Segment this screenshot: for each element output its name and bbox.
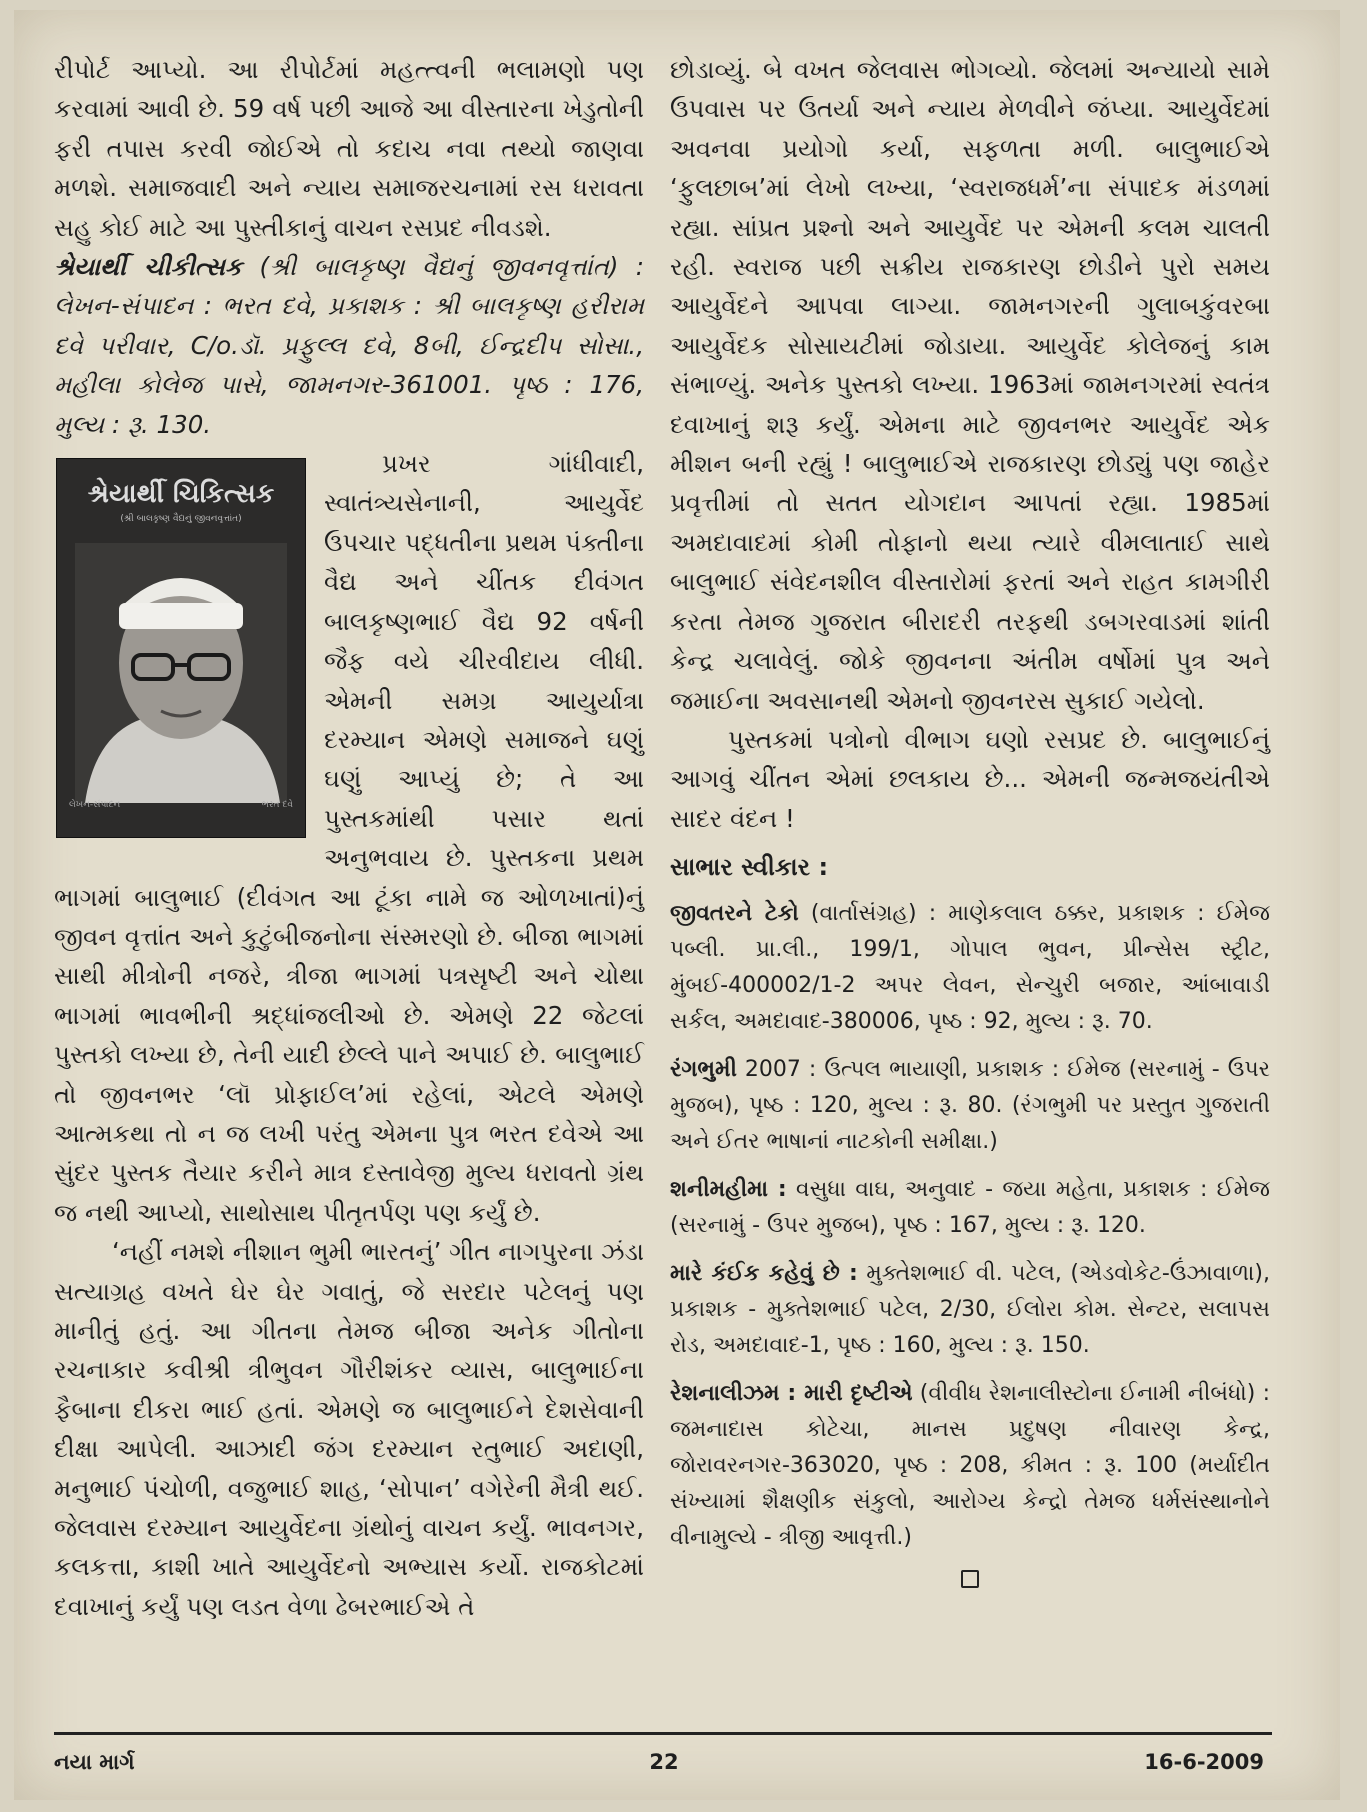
book-cover-subtitle: (શ્રી બાલકૃષ્ણ વૈદ્યનું જીવનવૃત્તાંત) (120, 514, 242, 525)
book-cover-footer (69, 786, 293, 825)
ack-text: 2007 : ઉત્પલ ભાયાણી, પ્રકાશક : ઈમેજ (સરનામું - ઉપર મુજબ), પૃષ્ઠ : 120, મુલ્ય : રૂ. 80. (રંગભુમી પર પ્રસ્તુત ગુજરાતી અને ઈતર ભાષાનાં નાટકોની સમીક્ષા.) (670, 1056, 1270, 1154)
ack-text: મુક્તેશભાઈ વી. પટેલ, (એડવોકેટ-ઉંઝાવાળા), પ્રકાશક - મુક્તેશભાઈ પટેલ, 2/30, ઈલોરા કોમ. સેન્ટર, સલાપસ રોડ, અમદાવાદ-1, પૃષ્ઠ : 160, મુલ્ય : રૂ. 150. (670, 1260, 1270, 1358)
book-cover-image (56, 458, 306, 838)
left-para-3: ‘નહીં નમશે નીશાન ભુમી ભારતનું’ ગીત નાગપુરના ઝંડા સત્યાગ્રહ વખતે ઘેર ઘેર ગવાતું, જે સરદાર પટેલનું પણ માનીતું હતું. આ ગીતના તેમજ બીજા અનેક ગીતોના રચનાકાર કવીશ્રી ત્રીભુવન ગૌરીશંકર વ્યાસ, બાલુભાઈના ફૈબાના દીકરા ભાઈ હતાં. એમણે જ બાલુભાઈને દેશસેવાની દીક્ષા આપેલી. આઝાદી જંગ દરમ્યાન રતુભાઈ અદાણી, મનુભાઈ પંચોળી, વજુભાઈ શાહ, ‘સોપાન’ વગેરેની મૈત્રી થઈ. જેલવાસ દરમ્યાન આયુર્વેદના ગ્રંથોનું વાચન કર્યું. ભાવનગર, કલકત્તા, કાશી ખાતે આયુર્વેદનો અભ્યાસ કર્યો. રાજકોટમાં દવાખાનું કર્યું પણ લડત વેળા ઢેબરભાઈએ તે (54, 1237, 644, 1621)
left-para-2: પ્રખર ગાંધીવાદી, સ્વાતંત્ર્યસેનાની, આયુર્વેદ ઉપચાર પદ્ધતીના પ્રથમ પંક્તીના વૈદ્ય અને ચીંતક દીવંગત બાલકૃષ્ણભાઈ વૈદ્ય 92 વર્ષની જૈફ વયે ચીરવીદાય લીધી. એમની સમગ્ર આયુર્યાત્રા દરમ્યાન એમણે સમાજને ઘણું ઘણું આપ્યું છે; તે આ પુસ્તકમાંથી પસાર થતાં અનુભવાય છે. પુસ્તકના પ્રથમ ભાગમાં બાલુભાઈ (દીવંગત આ ટૂંકા નામે જ ઓળખાતાં)નું જીવન વૃત્તાંત અને કુટુંબીજનોના સંસ્મરણો છે. બીજા ભાગમાં સાથી મીત્રોની નજરે, ત્રીજા ભાગમાં પત્રસૃષ્ટી અને ચોથા ભાગમાં ભાવભીની શ્રદ્ધાંજલીઓ છે. એમણે 22 જેટલાં પુસ્તકો લખ્યા છે, તેની યાદી છેલ્લે પાને અપાઈ છે. બાલુભાઈ તો જીવનભર ‘લૉ પ્રોફાઈલ’માં રહેલાં, એટલે એમણે આત્મકથા તો ન જ લખી પરંતુ એમના પુત્ર ભરત દવેએ આ સુંદર પુસ્તક તૈયાર કરીને માત્ર દસ્તાવેજી મુલ્ય ધરાવતો ગ્રંથ જ નથી આપ્યો, સાથોસાથ પીતૃતર્પણ પણ કર્યું છે. (54, 449, 644, 1227)
ack-title: રંગભુમી (670, 1056, 737, 1082)
right-para-1: છોડાવ્યું. બે વખત જેલવાસ ભોગવ્યો. જેલમાં અન્યાયો સામે ઉપવાસ પર ઉતર્યા અને ન્યાય મેળવીને જંપ્યા. આયુર્વેદમાં અવનવા પ્રયોગો કર્યા, સફળતા મળી. બાલુભાઈએ ‘ફુલછાબ’માં લેખો લખ્યા, ‘સ્વરાજધર્મ’ના સંપાદક મંડળમાં રહ્યા. સાંપ્રત પ્રશ્નો અને આયુર્વેદ પર એમની કલમ ચાલતી રહી. સ્વરાજ પછી સક્રીય રાજકારણ છોડીને પુરો સમય આયુર્વેદને આપવા લાગ્યા. જામનગરની ગુલાબકુંવરબા આયુર્વેદક સોસાયટીમાં જોડાયા. આયુર્વેદ કોલેજનું કામ સંભાળ્યું. અનેક પુસ્તકો લખ્યા. 1963માં જામનગરમાં સ્વતંત્ર દવાખાનું શરૂ કર્યું. એમના માટે જીવનભર આયુર્વેદ એક મીશન બની રહ્યું ! બાલુભાઈએ રાજકારણ છોડ્યું પણ જાહેર પ્રવૃત્તીમાં તો સતત યોગદાન આપતાં રહ્યા. 1985માં અમદાવાદમાં કોમી તોફાનો થયા ત્યારે વીમલાતાઈ સાથે બાલુભાઈ સંવેદનશીલ વીસ્તારોમાં ફરતાં અને રાહત કામગીરી કરતા તેમજ ગુજરાત બીરાદરી તરફથી ડબગરવાડમાં શાંતી કેન્દ્ર ચલાવેલું. જોકે જીવનના અંતીમ વર્ષોમાં પુત્ર અને જમાઈના અવસાનથી એમનો જીવનરસ સુકાઈ ગયેલો. (670, 55, 1270, 715)
ack-item (670, 896, 1270, 1040)
page-number: 22 (649, 1750, 679, 1774)
book-reference (54, 247, 644, 444)
ack-text: (વાર્તાસંગ્રહ) : માણેકલાલ ઠક્કર, પ્રકાશક : ઈમેજ પબ્લી. પ્રા.લી., 199/1, ગોપાલ ભુવન, પ્રીન્સેસ સ્ટ્રીટ, મુંબઈ-400002/1-2 અપર લેવન, સેન્ચુરી બજાર, આંબાવાડી સર્કલ, અમદાવાદ-380006, પૃષ્ઠ : 92, મુલ્ય : રૂ. 70. (670, 900, 1270, 1034)
book-cover-editor-label: લેખન-સંપાદન (69, 799, 121, 810)
ack-item (670, 1052, 1270, 1160)
book-cover-title: શ્રેયાર્થી ચિકિત્સક (87, 479, 275, 510)
ack-title: જીવતરને ટેકો (670, 900, 799, 926)
ack-item (670, 1172, 1270, 1244)
right-para-2: પુસ્તકમાં પત્રોનો વીભાગ ઘણો રસપ્રદ છે. બાલુભાઈનું આગવું ચીંતન એમાં છલકાય છે... એમની જન્મજયંતીએ સાદર વંદન ! (670, 724, 1270, 833)
portrait-photo (75, 543, 287, 803)
end-of-article-box-icon (961, 1570, 979, 1588)
right-column (670, 50, 1270, 1588)
book-cover-editor-name: ભરત દવે (261, 799, 293, 810)
ack-text: (વીવીધ રેશનાલીસ્ટોના ઈનામી નીબંધો) : જમનાદાસ કોટેચા, માનસ પ્રદુષણ નીવારણ કેન્દ્ર, જોરાવરનગર-363020, પૃષ્ઠ : 208, કીમત : રૂ. 100 (મર્યાદીત સંખ્યામાં શૈક્ષણીક સંકુલો, આરોગ્ય કેન્દ્રો તેમજ ધર્મસંસ્થાનોને વીનામુલ્યે - ત્રીજી આવૃત્તી.) (670, 1380, 1270, 1550)
ack-title: રેશનાલીઝમ : મારી દૃષ્ટીએ (670, 1380, 913, 1406)
ack-title: મારે કંઈક કહેવું છે : (670, 1260, 858, 1286)
acknowledgement-heading: સાભાર સ્વીકાર : (670, 853, 829, 882)
book-ref-details: (શ્રી બાલકૃષ્ણ વૈદ્યનું જીવનવૃત્તાંત) : લેખન-સંપાદન : ભરત દવે, પ્રકાશક : શ્રી બાલકૃષ્ણ હરીરામ દવે પરીવાર, C/o.ડૉ. પ્રફુલ્લ દવે, 8બી, ઈન્દ્રદીપ સોસા., મહીલા કોલેજ પાસે, જામનગર-361001. પૃષ્ઠ : 176, મુલ્ય : રૂ. 130. (54, 252, 644, 439)
ack-title: શનીમહીમા : (670, 1176, 787, 1202)
magazine-page (14, 10, 1340, 1800)
ack-text: વસુધા વાઘ, અનુવાદ - જયા મહેતા, પ્રકાશક : ઈમેજ (સરનામું - ઉપર મુજબ), પૃષ્ઠ : 167, મુલ્ય : રૂ. 120. (670, 1176, 1270, 1238)
issue-date: 16-6-2009 (1144, 1750, 1264, 1774)
book-ref-title: શ્રેયાર્થી ચીકીત્સક (54, 252, 243, 282)
ack-item (670, 1376, 1270, 1556)
book-cover-figure (54, 454, 308, 846)
left-column (54, 50, 644, 1626)
publication-name: નયા માર્ગ (54, 1750, 135, 1774)
ack-item (670, 1256, 1270, 1364)
left-para-1: રીપોર્ટ આપ્યો. આ રીપોર્ટમાં મહત્ત્વની ભલામણો પણ કરવામાં આવી છે. 59 વર્ષ પછી આજે આ વીસ્તારના ખેડુતોની ફરી તપાસ કરવી જોઈએ તો કદાચ નવા તથ્યો જાણવા મળશે. સમાજવાદી અને ન્યાય સમાજરચનામાં રસ ધરાવતા સહુ કોઈ માટે આ પુસ્તીકાનું વાચન રસપ્રદ નીવડશે. (54, 55, 644, 242)
footer-divider (54, 1732, 1272, 1735)
